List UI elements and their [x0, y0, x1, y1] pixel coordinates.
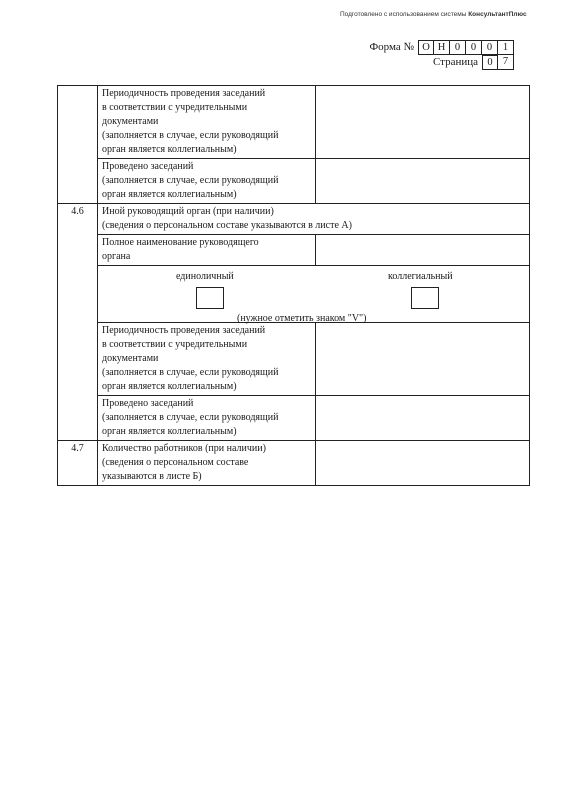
employee-count-label: Количество работников (при наличии) (сведения о персональном составе указываются в листе Б): [98, 441, 316, 486]
body-type-selector: [98, 266, 530, 323]
page-number-cell: 7: [498, 55, 514, 70]
meeting-frequency-field[interactable]: [316, 86, 530, 159]
meetings-held-label: Проведено заседаний (заполняется в случае, если руководящий орган является коллегиальным): [98, 159, 316, 204]
form-code-cell: 0: [450, 40, 466, 55]
other-governing-body-label: Иной руководящий орган (при наличии) (сведения о персональном составе указываются в листе А): [98, 204, 530, 235]
form-code-cell: Н: [434, 40, 450, 55]
section-number-4-7: 4.7: [58, 441, 98, 486]
form-number-row: [362, 40, 514, 55]
governing-body-name-field[interactable]: [316, 235, 530, 266]
page-number-label: Страница: [432, 56, 478, 68]
option-single-checkbox[interactable]: [196, 287, 224, 309]
form-code-cell: 0: [466, 40, 482, 55]
page-number-cell: 0: [482, 55, 498, 70]
form-number-label: Форма №: [369, 41, 414, 53]
form-code-block: [362, 40, 514, 70]
option-collegial-checkbox[interactable]: [411, 287, 439, 309]
option-collegial-label: коллегиальный: [388, 271, 453, 282]
form-code-cell: 1: [498, 40, 514, 55]
table-row: [58, 204, 530, 235]
employee-count-field[interactable]: [316, 441, 530, 486]
table-row: [58, 266, 530, 323]
meetings-held-field[interactable]: [316, 159, 530, 204]
meeting-frequency-field-4-6[interactable]: [316, 323, 530, 396]
page-number-row: [362, 55, 514, 70]
governing-body-name-label: Полное наименование руководящего органа: [98, 235, 316, 266]
section-number-4-6: 4.6: [58, 204, 98, 441]
table-row: [58, 323, 530, 396]
header-note-prefix: Подготовлено с использованием системы: [340, 11, 467, 18]
header-note: [340, 11, 550, 18]
meeting-frequency-label: Периодичность проведения заседаний в соответствии с учредительными документами (заполняется в случае, если руководящий орган является коллегиальным): [98, 86, 316, 159]
header-note-brand: КонсультантПлюс: [468, 11, 527, 18]
form-code-cell: О: [418, 40, 434, 55]
section-number-cell: [58, 86, 98, 204]
table-row: [58, 86, 530, 159]
meeting-frequency-label-4-6: Периодичность проведения заседаний в соответствии с учредительными документами (заполняется в случае, если руководящий орган является коллегиальным): [98, 323, 316, 396]
form-code-cell: 0: [482, 40, 498, 55]
table-row: [58, 235, 530, 266]
form-table: [57, 85, 530, 486]
meetings-held-field-4-6[interactable]: [316, 396, 530, 441]
table-row: [58, 396, 530, 441]
table-row: [58, 159, 530, 204]
table-row: [58, 441, 530, 486]
meetings-held-label-4-6: Проведено заседаний (заполняется в случае, если руководящий орган является коллегиальным): [98, 396, 316, 441]
selection-hint: (нужное отметить знаком "V"): [237, 313, 367, 324]
option-single-label: единоличный: [176, 271, 234, 282]
